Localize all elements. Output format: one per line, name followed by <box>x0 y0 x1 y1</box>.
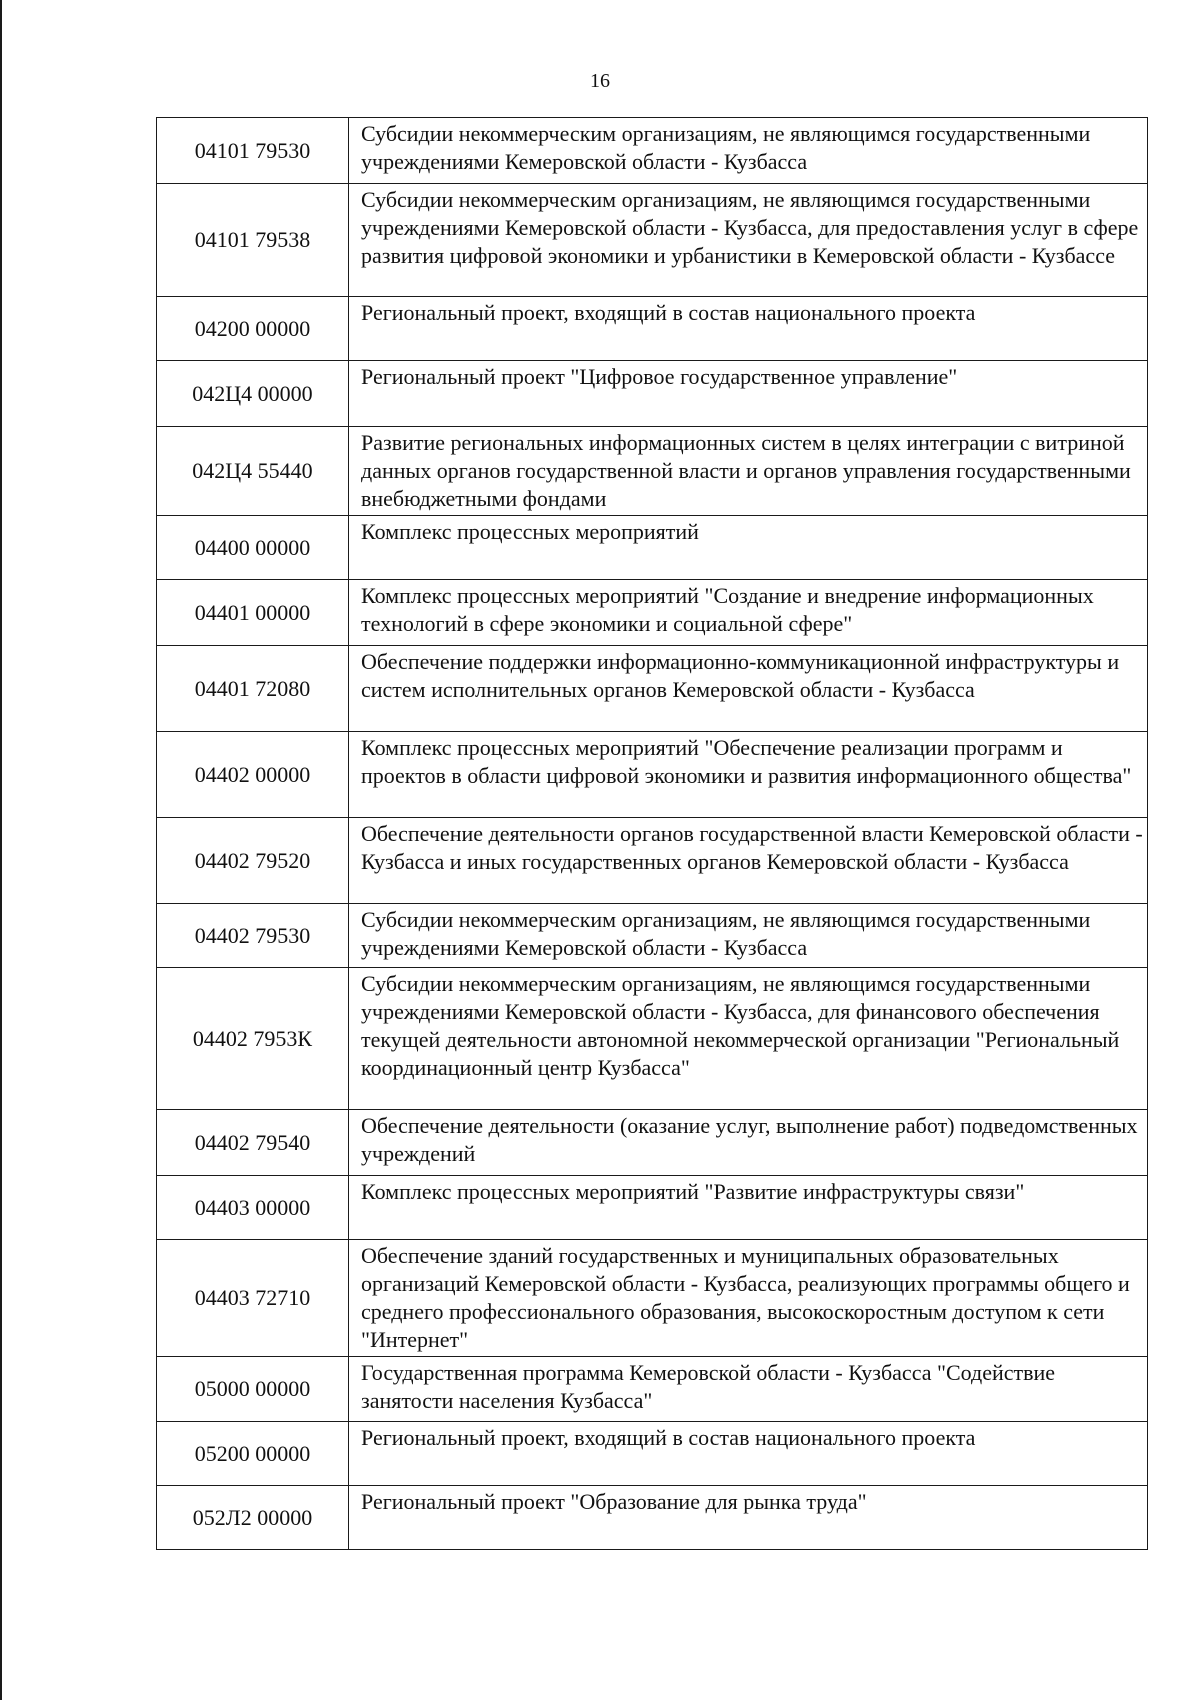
table-row <box>157 1176 1148 1240</box>
table-row <box>157 968 1148 1110</box>
table-row <box>157 1110 1148 1176</box>
row-code: 05200 00000 <box>157 1422 349 1486</box>
row-name: Обеспечение деятельности (оказание услуг, выполнение работ) подведомственных учреждений <box>349 1110 1148 1176</box>
row-code: 04101 79538 <box>157 184 349 297</box>
row-code: 042Ц4 00000 <box>157 361 349 427</box>
table-row <box>157 818 1148 904</box>
row-name: Комплекс процессных мероприятий "Развитие инфраструктуры связи" <box>349 1176 1148 1240</box>
row-name: Развитие региональных информационных систем в целях интеграции с витриной данных органов государственной власти и органов управления государственными внебюджетными фондами <box>349 427 1148 516</box>
row-name: Региональный проект, входящий в состав национального проекта <box>349 297 1148 361</box>
row-name: Обеспечение деятельности органов государственной власти Кемеровской области - Кузбасса и иных государственных органов Кемеровской области - Кузбасса <box>349 818 1148 904</box>
row-name: Региональный проект "Цифровое государственное управление" <box>349 361 1148 427</box>
table-row <box>157 1240 1148 1357</box>
table-row <box>157 361 1148 427</box>
row-code: 04402 79540 <box>157 1110 349 1176</box>
table-row <box>157 904 1148 968</box>
table-row <box>157 184 1148 297</box>
row-code: 04402 79520 <box>157 818 349 904</box>
budget-codes-table <box>156 117 1148 1550</box>
table-row <box>157 427 1148 516</box>
row-name: Региональный проект "Образование для рынка труда" <box>349 1486 1148 1550</box>
row-name: Субсидии некоммерческим организациям, не являющимся государственными учреждениями Кемеровской области - Кузбасса, для предоставления услуг в сфере развития цифровой экономики и урбанистики в Кемеровской области - Кузбассе <box>349 184 1148 297</box>
row-name: Обеспечение зданий государственных и муниципальных образовательных организаций Кемеровской области - Кузбасса, реализующих программы общего и среднего профессионального образования, высокоскоростным доступом к сети "Интернет" <box>349 1240 1148 1357</box>
row-code: 04401 00000 <box>157 580 349 646</box>
page-left-border <box>0 0 2 1700</box>
row-name: Государственная программа Кемеровской области - Кузбасса "Содействие занятости населения Кузбасса" <box>349 1357 1148 1422</box>
table-row <box>157 732 1148 818</box>
row-code: 04402 00000 <box>157 732 349 818</box>
row-name: Субсидии некоммерческим организациям, не являющимся государственными учреждениями Кемеровской области - Кузбасса <box>349 118 1148 184</box>
table-row <box>157 580 1148 646</box>
row-name: Региональный проект, входящий в состав национального проекта <box>349 1422 1148 1486</box>
table-row <box>157 516 1148 580</box>
row-code: 052Л2 00000 <box>157 1486 349 1550</box>
row-code: 04101 79530 <box>157 118 349 184</box>
row-code: 05000 00000 <box>157 1357 349 1422</box>
row-code: 04402 79530 <box>157 904 349 968</box>
row-name: Комплекс процессных мероприятий "Создание и внедрение информационных технологий в сфере экономики и социальной сфере" <box>349 580 1148 646</box>
row-name: Субсидии некоммерческим организациям, не являющимся государственными учреждениями Кемеровской области - Кузбасса <box>349 904 1148 968</box>
row-code: 04403 72710 <box>157 1240 349 1357</box>
row-code: 04402 7953К <box>157 968 349 1110</box>
table-body <box>157 118 1148 1550</box>
table-row <box>157 1486 1148 1550</box>
row-code: 04200 00000 <box>157 297 349 361</box>
table-row <box>157 646 1148 732</box>
page-number: 16 <box>590 70 610 92</box>
table-row <box>157 1422 1148 1486</box>
table-row <box>157 118 1148 184</box>
row-name: Субсидии некоммерческим организациям, не являющимся государственными учреждениями Кемеровской области - Кузбасса, для финансового обеспечения текущей деятельности автономной некоммерческой организации "Региональный координационный центр Кузбасса" <box>349 968 1148 1110</box>
row-code: 04400 00000 <box>157 516 349 580</box>
row-name: Обеспечение поддержки информационно-коммуникационной инфраструктуры и систем исполнительных органов Кемеровской области - Кузбасса <box>349 646 1148 732</box>
row-code: 042Ц4 55440 <box>157 427 349 516</box>
table-row <box>157 297 1148 361</box>
row-name: Комплекс процессных мероприятий "Обеспечение реализации программ и проектов в области цифровой экономики и развития информационного общества" <box>349 732 1148 818</box>
row-name: Комплекс процессных мероприятий <box>349 516 1148 580</box>
row-code: 04403 00000 <box>157 1176 349 1240</box>
row-code: 04401 72080 <box>157 646 349 732</box>
table-row <box>157 1357 1148 1422</box>
